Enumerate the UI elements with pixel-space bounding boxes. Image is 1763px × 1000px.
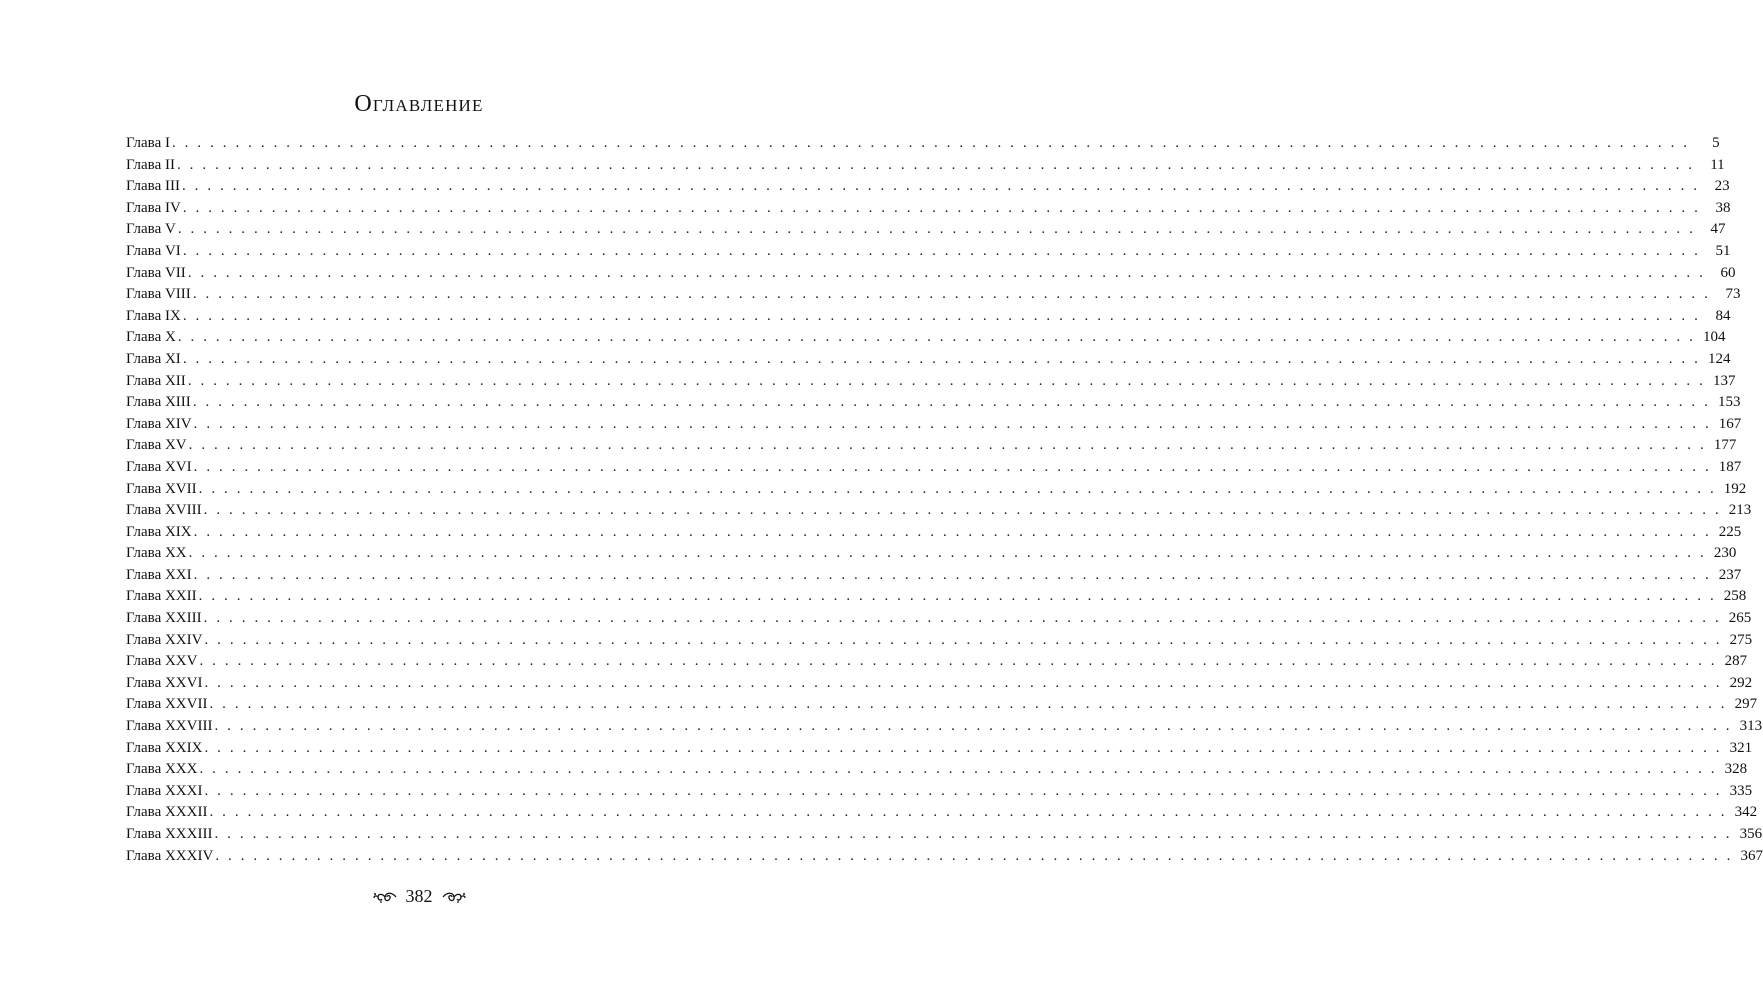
toc-entry <box>126 349 1731 371</box>
dot-leader: . . . . . . . . . . . . . . . . . . . . . . . . . . . . . . . . . . . . . . . . . . . . . . . . . . . . . . . . . . . . . . . . . . . . . . . . . . . . . . . . . . . . . . . . . . . . . . . . . . . . . . . . . . . . . . . . . . . . . . . . <box>209 696 1728 713</box>
toc-entry-label: Глава XX <box>126 545 187 562</box>
dot-leader: . . . . . . . . . . . . . . . . . . . . . . . . . . . . . . . . . . . . . . . . . . . . . . . . . . . . . . . . . . . . . . . . . . . . . . . . . . . . . . . . . . . . . . . . . . . . . . . . . . . . . . . . . . . . . . . . . . . . . . . . <box>193 523 1712 540</box>
toc-entry <box>126 435 1737 457</box>
dot-leader: . . . . . . . . . . . . . . . . . . . . . . . . . . . . . . . . . . . . . . . . . . . . . . . . . . . . . . . . . . . . . . . . . . . . . . . . . . . . . . . . . . . . . . . . . . . . . . . . . . . . . . . . . . . . . . . . . . . . . . . . <box>204 739 1723 756</box>
toc-entry-page: 51 <box>1715 242 1731 259</box>
toc-entry-label: Глава III <box>126 178 180 195</box>
toc-entry-label: Глава XVIII <box>126 502 202 519</box>
toc-entry <box>126 781 1753 803</box>
toc-entry-label: Глава IX <box>126 307 181 324</box>
toc-entry <box>126 694 1758 716</box>
toc-entry-label: Глава XXXIII <box>126 826 213 842</box>
toc-entry <box>126 219 1726 241</box>
dot-leader: . . . . . . . . . . . . . . . . . . . . . . . . . . . . . . . . . . . . . . . . . . . . . . . . . . . . . . . . . . . . . . . . . . . . . . . . . . . . . . . . . . . . . . . . . . . . . . . . . . . . . . . . . . . . . . . . . . . . . . . . <box>199 761 1718 778</box>
toc-entry-page: 313 <box>1739 718 1763 735</box>
dot-leader: . . . . . . . . . . . . . . . . . . . . . . . . . . . . . . . . . . . . . . . . . . . . . . . . . . . . . . . . . . . . . . . . . . . . . . . . . . . . . . . . . . . . . . . . . . . . . . . . . . . . . . . . . . . . . . . . . . . . . . . . <box>209 804 1728 821</box>
toc-entry-page: 292 <box>1729 674 1753 691</box>
toc-entry-label: Глава XVI <box>126 458 192 475</box>
toc-entry <box>126 824 1763 846</box>
toc-entry-label: Глава VII <box>126 264 186 281</box>
toc-entry-page: 167 <box>1718 415 1742 432</box>
toc-entry-label: Глава XXX <box>126 761 198 778</box>
toc-entry-page: 297 <box>1734 696 1758 713</box>
toc-entry-page: 23 <box>1714 178 1730 195</box>
toc-entry-label: Глава XXII <box>126 588 197 605</box>
flourish-icon <box>441 889 467 905</box>
dot-leader: . . . . . . . . . . . . . . . . . . . . . . . . . . . . . . . . . . . . . . . . . . . . . . . . . . . . . . . . . . . . . . . . . . . . . . . . . . . . . . . . . . . . . . . . . . . . . . . . . . . . . . . . . . . . . . . . . . . . . . . . <box>177 221 1696 238</box>
dot-leader: . . . . . . . . . . . . . . . . . . . . . . . . . . . . . . . . . . . . . . . . . . . . . . . . . . . . . . . . . . . . . . . . . . . . . . . . . . . . . . . . . . . . . . . . . . . . . . . . . . . . . . . . . . . . . . . . . . . . . . . . <box>188 437 1707 454</box>
toc-entry-label: Глава XIV <box>126 415 192 432</box>
toc-entry-label: Глава XXXI <box>126 782 203 799</box>
toc-entry <box>126 284 1741 306</box>
toc-entry-label: Глава XXVI <box>126 674 203 691</box>
toc-entry-label: Глава V <box>126 221 176 238</box>
dot-leader: . . . . . . . . . . . . . . . . . . . . . . . . . . . . . . . . . . . . . . . . . . . . . . . . . . . . . . . . . . . . . . . . . . . . . . . . . . . . . . . . . . . . . . . . . . . . . . . . . . . . . . . . . . . . . . . . . . . . . . . . <box>193 566 1712 583</box>
toc-entry <box>126 846 1763 868</box>
toc-entry <box>126 565 1742 587</box>
dot-leader: . . . . . . . . . . . . . . . . . . . . . . . . . . . . . . . . . . . . . . . . . . . . . . . . . . . . . . . . . . . . . . . . . . . . . . . . . . . . . . . . . . . . . . . . . . . . . . . . . . . . . . . . . . . . . . . . . . . . . . . . <box>203 502 1722 519</box>
dot-leader: . . . . . . . . . . . . . . . . . . . . . . . . . . . . . . . . . . . . . . . . . . . . . . . . . . . . . . . . . . . . . . . . . . . . . . . . . . . . . . . . . . . . . . . . . . . . . . . . . . . . . . . . . . . . . . . . . . . . . . . . <box>214 826 1733 842</box>
toc-entry <box>126 457 1742 479</box>
dot-leader: . . . . . . . . . . . . . . . . . . . . . . . . . . . . . . . . . . . . . . . . . . . . . . . . . . . . . . . . . . . . . . . . . . . . . . . . . . . . . . . . . . . . . . . . . . . . . . . . . . . . . . . . . . . . . . . . . . . . . . . . <box>193 458 1712 475</box>
toc-entry <box>126 738 1753 760</box>
toc-entry <box>126 327 1726 349</box>
toc-entry <box>126 522 1742 544</box>
dot-leader: . . . . . . . . . . . . . . . . . . . . . . . . . . . . . . . . . . . . . . . . . . . . . . . . . . . . . . . . . . . . . . . . . . . . . . . . . . . . . . . . . . . . . . . . . . . . . . . . . . . . . . . . . . . . . . . . . . . . . . . . <box>187 264 1706 281</box>
toc-entry-label: Глава IV <box>126 199 181 216</box>
page-number: 382 <box>405 886 433 906</box>
toc-entry <box>126 479 1747 501</box>
toc-entry-label: Глава XXVIII <box>126 718 213 735</box>
dot-leader: . . . . . . . . . . . . . . . . . . . . . . . . . . . . . . . . . . . . . . . . . . . . . . . . . . . . . . . . . . . . . . . . . . . . . . . . . . . . . . . . . . . . . . . . . . . . . . . . . . . . . . . . . . . . . . . . . . . . . . . . <box>198 480 1717 497</box>
toc-entry-label: Глава XXXII <box>126 804 208 821</box>
toc-entry-label: Глава XIX <box>126 523 192 540</box>
flourish-icon <box>372 889 398 905</box>
toc-entry-page: 335 <box>1729 782 1753 799</box>
dot-leader: . . . . . . . . . . . . . . . . . . . . . . . . . . . . . . . . . . . . . . . . . . . . . . . . . . . . . . . . . . . . . . . . . . . . . . . . . . . . . . . . . . . . . . . . . . . . . . . . . . . . . . . . . . . . . . . . . . . . . . . . <box>214 718 1733 735</box>
toc-entry-page: 38 <box>1715 199 1731 216</box>
toc-entry <box>126 306 1731 328</box>
dot-leader: . . . . . . . . . . . . . . . . . . . . . . . . . . . . . . . . . . . . . . . . . . . . . . . . . . . . . . . . . . . . . . . . . . . . . . . . . . . . . . . . . . . . . . . . . . . . . . . . . . . . . . . . . . . . . . . . . . . . . . . . <box>199 653 1718 670</box>
toc-entry <box>126 155 1725 177</box>
toc-entry <box>126 263 1736 285</box>
toc-entry-label: Глава XXIV <box>126 631 203 648</box>
dot-leader: . . . . . . . . . . . . . . . . . . . . . . . . . . . . . . . . . . . . . . . . . . . . . . . . . . . . . . . . . . . . . . . . . . . . . . . . . . . . . . . . . . . . . . . . . . . . . . . . . . . . . . . . . . . . . . . . . . . . . . . . <box>171 135 1690 151</box>
toc-entry-page: 237 <box>1718 566 1742 583</box>
toc-entry-page: 177 <box>1713 437 1737 454</box>
toc-entry-page: 275 <box>1729 631 1753 648</box>
dot-leader: . . . . . . . . . . . . . . . . . . . . . . . . . . . . . . . . . . . . . . . . . . . . . . . . . . . . . . . . . . . . . . . . . . . . . . . . . . . . . . . . . . . . . . . . . . . . . . . . . . . . . . . . . . . . . . . . . . . . . . . . <box>182 307 1701 324</box>
toc-entry <box>126 630 1753 652</box>
toc-entry-label: Глава XXXIV <box>126 847 214 864</box>
toc-entry-label: Глава XXI <box>126 566 192 583</box>
toc-entry <box>126 371 1736 393</box>
toc-entry <box>126 198 1731 220</box>
dot-leader: . . . . . . . . . . . . . . . . . . . . . . . . . . . . . . . . . . . . . . . . . . . . . . . . . . . . . . . . . . . . . . . . . . . . . . . . . . . . . . . . . . . . . . . . . . . . . . . . . . . . . . . . . . . . . . . . . . . . . . . . <box>177 329 1696 346</box>
table-of-contents <box>126 133 1763 867</box>
toc-entry-page: 153 <box>1717 394 1741 411</box>
toc-entry-label: Глава XVII <box>126 480 197 497</box>
dot-leader: . . . . . . . . . . . . . . . . . . . . . . . . . . . . . . . . . . . . . . . . . . . . . . . . . . . . . . . . . . . . . . . . . . . . . . . . . . . . . . . . . . . . . . . . . . . . . . . . . . . . . . . . . . . . . . . . . . . . . . . . <box>187 372 1706 389</box>
dot-leader: . . . . . . . . . . . . . . . . . . . . . . . . . . . . . . . . . . . . . . . . . . . . . . . . . . . . . . . . . . . . . . . . . . . . . . . . . . . . . . . . . . . . . . . . . . . . . . . . . . . . . . . . . . . . . . . . . . . . . . . . <box>204 631 1723 648</box>
toc-entry <box>126 608 1752 630</box>
toc-entry <box>126 716 1763 738</box>
toc-entry <box>126 759 1748 781</box>
dot-leader: . . . . . . . . . . . . . . . . . . . . . . . . . . . . . . . . . . . . . . . . . . . . . . . . . . . . . . . . . . . . . . . . . . . . . . . . . . . . . . . . . . . . . . . . . . . . . . . . . . . . . . . . . . . . . . . . . . . . . . . . <box>181 178 1700 195</box>
page-footer <box>0 886 838 907</box>
dot-leader: . . . . . . . . . . . . . . . . . . . . . . . . . . . . . . . . . . . . . . . . . . . . . . . . . . . . . . . . . . . . . . . . . . . . . . . . . . . . . . . . . . . . . . . . . . . . . . . . . . . . . . . . . . . . . . . . . . . . . . . . <box>192 394 1711 411</box>
toc-entry-page: 5 <box>1712 135 1720 151</box>
toc-entry-page: 328 <box>1724 761 1748 778</box>
toc-entry-label: Глава XXIII <box>126 610 202 627</box>
dot-leader: . . . . . . . . . . . . . . . . . . . . . . . . . . . . . . . . . . . . . . . . . . . . . . . . . . . . . . . . . . . . . . . . . . . . . . . . . . . . . . . . . . . . . . . . . . . . . . . . . . . . . . . . . . . . . . . . . . . . . . . . <box>188 545 1707 562</box>
page-title: Оглавление <box>354 91 484 117</box>
toc-entry-label: Глава XXV <box>126 653 198 670</box>
toc-entry <box>126 802 1758 824</box>
toc-entry-page: 321 <box>1729 739 1753 756</box>
toc-entry-page: 367 <box>1740 847 1763 864</box>
toc-entry-page: 73 <box>1725 286 1741 303</box>
dot-leader: . . . . . . . . . . . . . . . . . . . . . . . . . . . . . . . . . . . . . . . . . . . . . . . . . . . . . . . . . . . . . . . . . . . . . . . . . . . . . . . . . . . . . . . . . . . . . . . . . . . . . . . . . . . . . . . . . . . . . . . . <box>192 286 1711 303</box>
toc-entry <box>126 500 1752 522</box>
toc-entry-label: Глава XXIX <box>126 739 203 756</box>
toc-entry <box>126 543 1737 565</box>
toc-entry-page: 124 <box>1707 350 1731 367</box>
dot-leader: . . . . . . . . . . . . . . . . . . . . . . . . . . . . . . . . . . . . . . . . . . . . . . . . . . . . . . . . . . . . . . . . . . . . . . . . . . . . . . . . . . . . . . . . . . . . . . . . . . . . . . . . . . . . . . . . . . . . . . . . <box>204 782 1723 799</box>
toc-entry-page: 230 <box>1713 545 1737 562</box>
toc-entry <box>126 651 1748 673</box>
toc-entry-page: 287 <box>1724 653 1748 670</box>
toc-entry <box>126 176 1730 198</box>
dot-leader: . . . . . . . . . . . . . . . . . . . . . . . . . . . . . . . . . . . . . . . . . . . . . . . . . . . . . . . . . . . . . . . . . . . . . . . . . . . . . . . . . . . . . . . . . . . . . . . . . . . . . . . . . . . . . . . . . . . . . . . . <box>204 674 1723 691</box>
toc-entry-page: 192 <box>1723 480 1747 497</box>
dot-leader: . . . . . . . . . . . . . . . . . . . . . . . . . . . . . . . . . . . . . . . . . . . . . . . . . . . . . . . . . . . . . . . . . . . . . . . . . . . . . . . . . . . . . . . . . . . . . . . . . . . . . . . . . . . . . . . . . . . . . . . . <box>198 588 1717 605</box>
dot-leader: . . . . . . . . . . . . . . . . . . . . . . . . . . . . . . . . . . . . . . . . . . . . . . . . . . . . . . . . . . . . . . . . . . . . . . . . . . . . . . . . . . . . . . . . . . . . . . . . . . . . . . . . . . . . . . . . . . . . . . . . <box>215 847 1733 864</box>
toc-entry-page: 258 <box>1723 588 1747 605</box>
toc-entry-label: Глава VIII <box>126 286 191 303</box>
toc-entry-page: 342 <box>1734 804 1758 821</box>
toc-entry-page: 104 <box>1702 329 1726 346</box>
dot-leader: . . . . . . . . . . . . . . . . . . . . . . . . . . . . . . . . . . . . . . . . . . . . . . . . . . . . . . . . . . . . . . . . . . . . . . . . . . . . . . . . . . . . . . . . . . . . . . . . . . . . . . . . . . . . . . . . . . . . . . . . <box>203 610 1722 627</box>
toc-entry-page: 225 <box>1718 523 1742 540</box>
dot-leader: . . . . . . . . . . . . . . . . . . . . . . . . . . . . . . . . . . . . . . . . . . . . . . . . . . . . . . . . . . . . . . . . . . . . . . . . . . . . . . . . . . . . . . . . . . . . . . . . . . . . . . . . . . . . . . . . . . . . . . . . <box>182 199 1701 216</box>
toc-entry <box>126 241 1731 263</box>
toc-entry-label: Глава XV <box>126 437 187 454</box>
toc-entry <box>126 673 1753 695</box>
toc-entry-page: 187 <box>1718 458 1742 475</box>
toc-entry-page: 47 <box>1710 221 1726 238</box>
toc-entry <box>126 414 1742 436</box>
toc-entry-page: 265 <box>1728 610 1752 627</box>
toc-entry-label: Глава I <box>126 135 170 151</box>
toc-entry-page: 137 <box>1712 372 1736 389</box>
toc-entry-label: Глава XXVII <box>126 696 208 713</box>
dot-leader: . . . . . . . . . . . . . . . . . . . . . . . . . . . . . . . . . . . . . . . . . . . . . . . . . . . . . . . . . . . . . . . . . . . . . . . . . . . . . . . . . . . . . . . . . . . . . . . . . . . . . . . . . . . . . . . . . . . . . . . . <box>182 242 1701 259</box>
toc-entry-label: Глава VI <box>126 242 181 259</box>
toc-entry-page: 213 <box>1728 502 1752 519</box>
dot-leader: . . . . . . . . . . . . . . . . . . . . . . . . . . . . . . . . . . . . . . . . . . . . . . . . . . . . . . . . . . . . . . . . . . . . . . . . . . . . . . . . . . . . . . . . . . . . . . . . . . . . . . . . . . . . . . . . . . . . . . . . <box>182 350 1701 367</box>
dot-leader: . . . . . . . . . . . . . . . . . . . . . . . . . . . . . . . . . . . . . . . . . . . . . . . . . . . . . . . . . . . . . . . . . . . . . . . . . . . . . . . . . . . . . . . . . . . . . . . . . . . . . . . . . . . . . . . . . . . . . . . . <box>176 156 1695 173</box>
toc-entry <box>126 392 1741 414</box>
toc-entry-label: Глава XII <box>126 372 186 389</box>
dot-leader: . . . . . . . . . . . . . . . . . . . . . . . . . . . . . . . . . . . . . . . . . . . . . . . . . . . . . . . . . . . . . . . . . . . . . . . . . . . . . . . . . . . . . . . . . . . . . . . . . . . . . . . . . . . . . . . . . . . . . . . . <box>193 415 1712 432</box>
toc-entry-page: 11 <box>1710 156 1725 173</box>
toc-entry-label: Глава XI <box>126 350 181 367</box>
toc-entry-page: 84 <box>1715 307 1731 324</box>
toc-entry-page: 356 <box>1739 826 1763 842</box>
toc-entry <box>126 133 1720 155</box>
toc-entry-page: 60 <box>1720 264 1736 281</box>
toc-entry-label: Глава X <box>126 329 176 346</box>
toc-entry <box>126 586 1747 608</box>
toc-entry-label: Глава XIII <box>126 394 191 411</box>
toc-entry-label: Глава II <box>126 156 175 173</box>
